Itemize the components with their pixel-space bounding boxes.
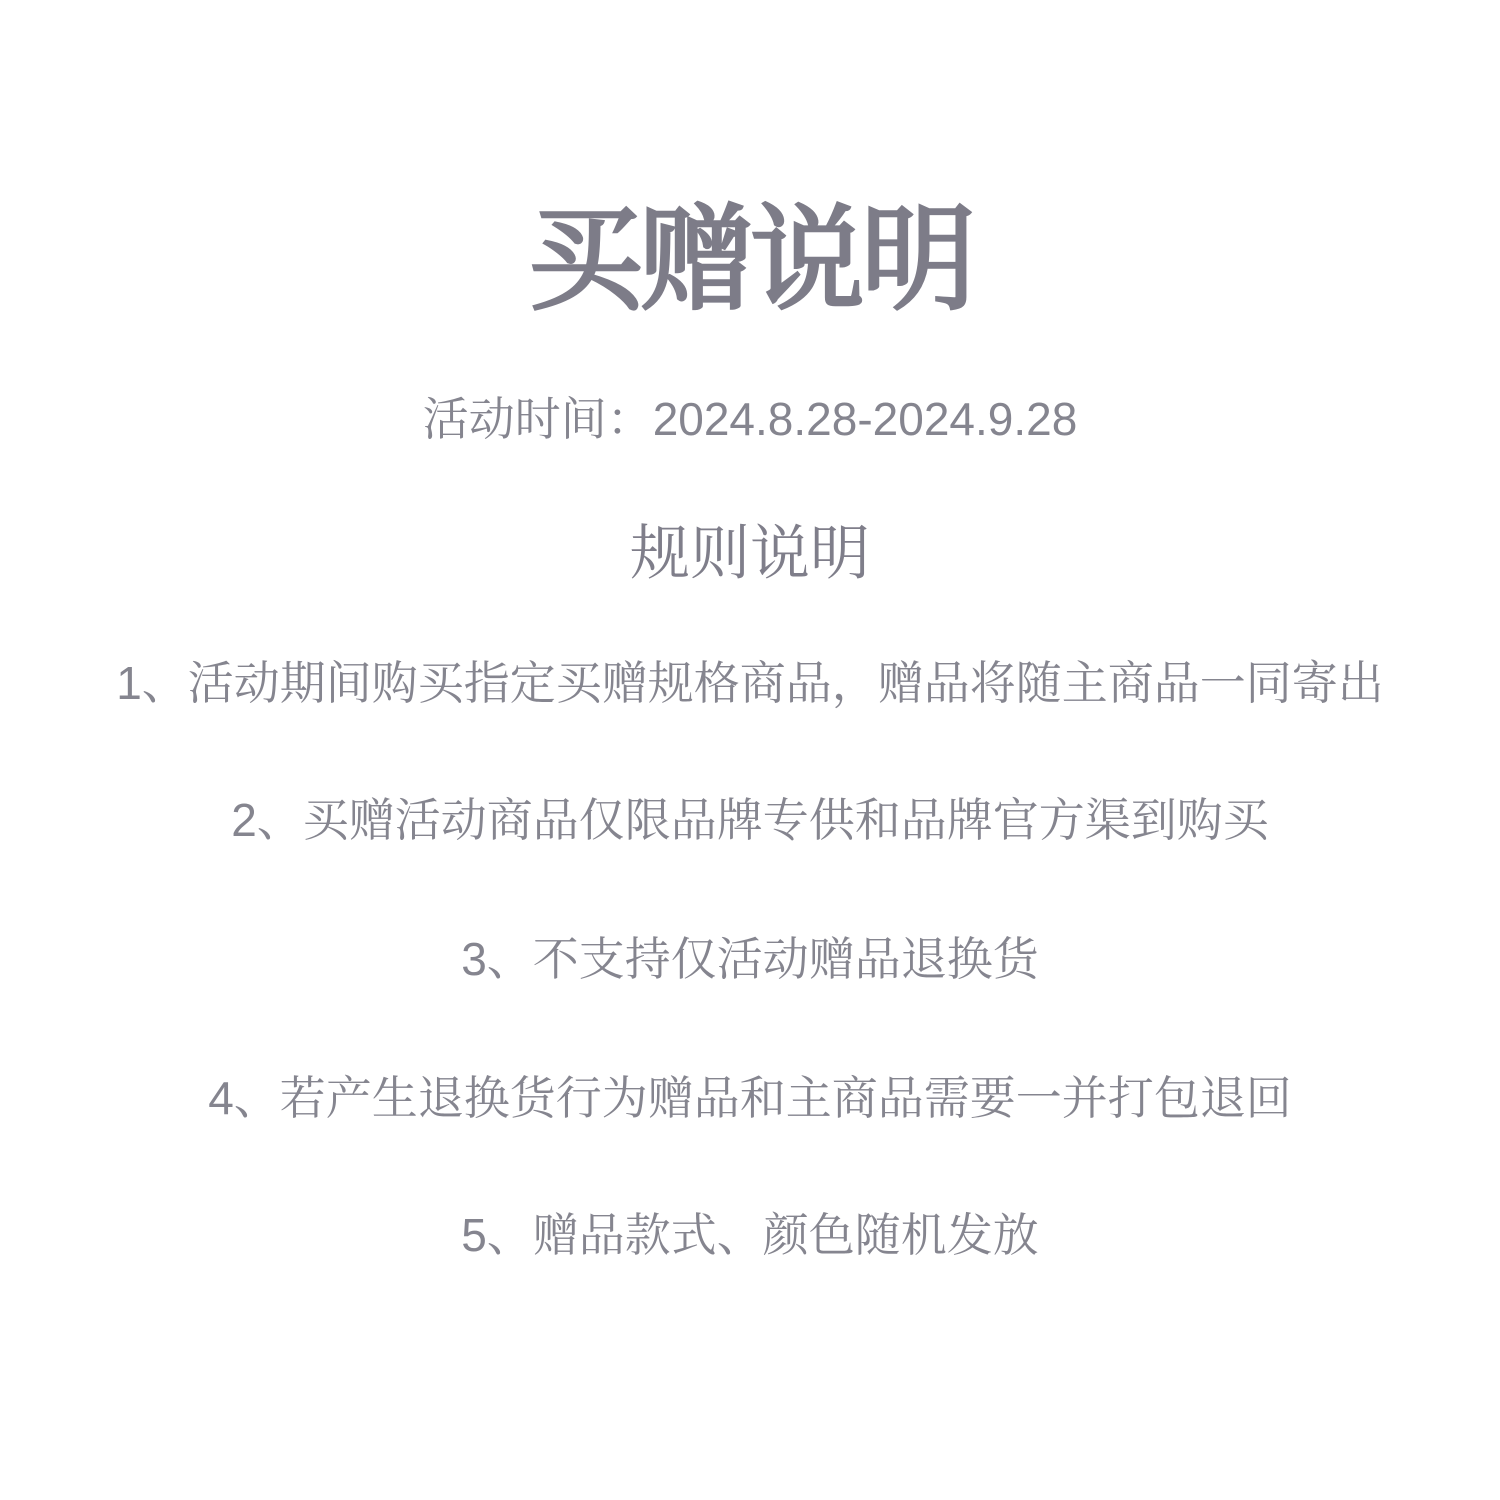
rule-item-3: 3、不支持仅活动赠品退换货 bbox=[461, 933, 1039, 985]
rule-item-4: 4、若产生退换货行为赠品和主商品需要一并打包退回 bbox=[208, 1072, 1292, 1124]
rule-item-2: 2、买赠活动商品仅限品牌专供和品牌官方渠到购买 bbox=[231, 794, 1269, 846]
rule-item-1: 1、活动期间购买指定买赠规格商品，赠品将随主商品一同寄出 bbox=[116, 657, 1384, 709]
rules-section-title: 规则说明 bbox=[630, 520, 870, 587]
rule-item-5: 5、赠品款式、颜色随机发放 bbox=[461, 1209, 1039, 1261]
event-time-text: 活动时间：2024.8.28-2024.9.28 bbox=[422, 393, 1078, 445]
page-title: 买赠说明 bbox=[527, 196, 972, 324]
